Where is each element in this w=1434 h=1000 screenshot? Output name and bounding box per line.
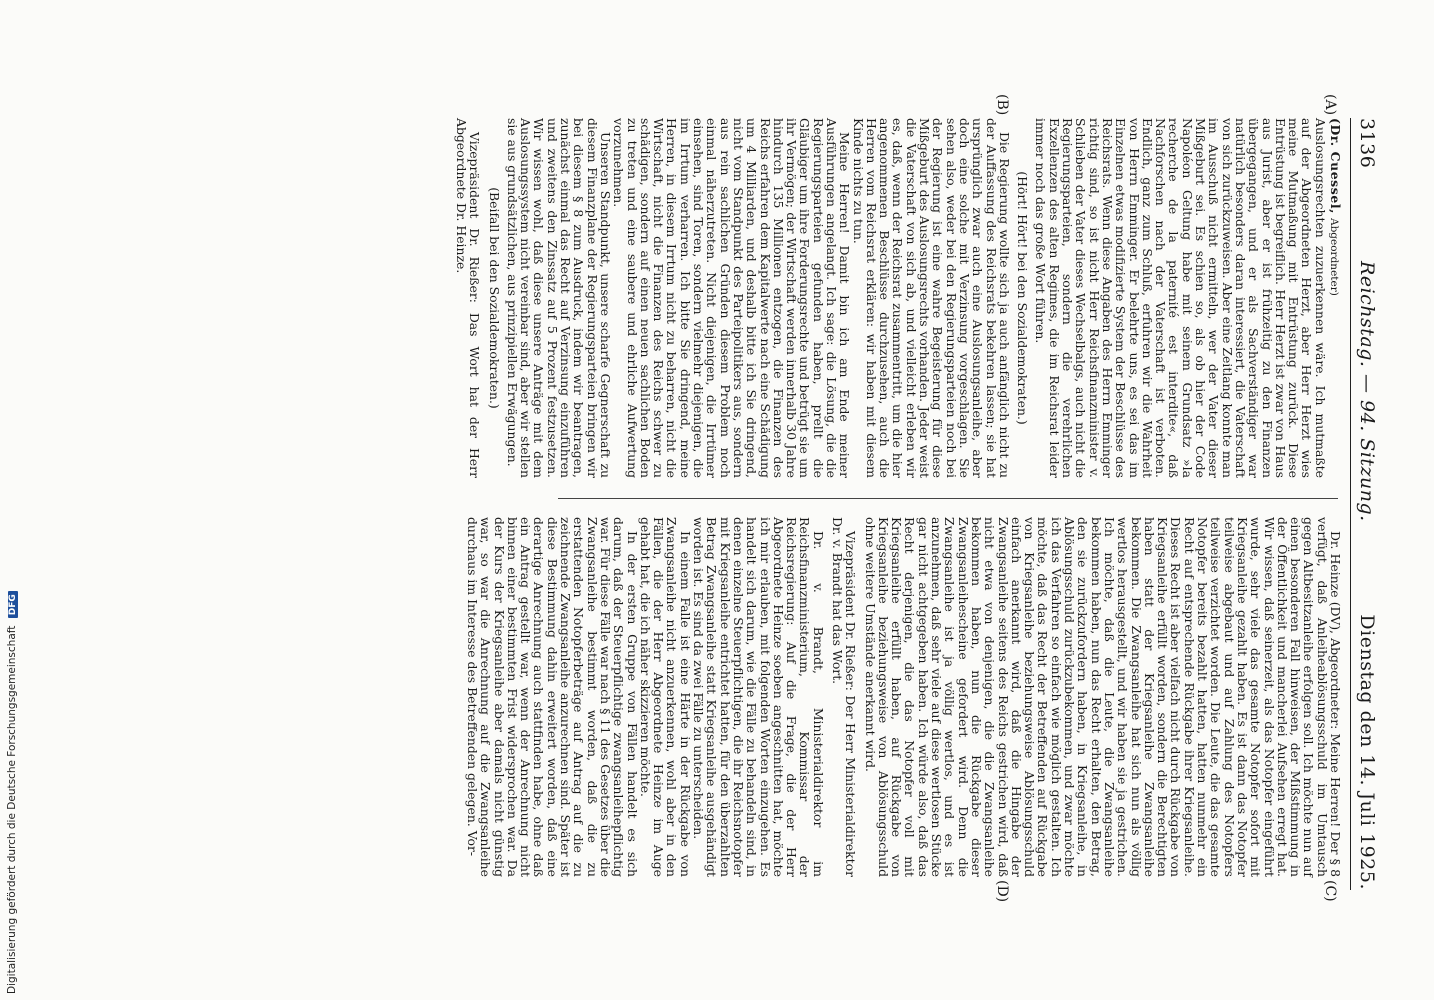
paragraph: Unseren Standpunkt, unsere scharfe Gegnerschaft zu diesem Finanzplane der Regierungsparteien bringen wir bei diesem § 8 zum Ausdruck, indem wir beantragen, zunächst einmal das Recht auf Verzinsung einzuführen und zweitens den Zinssatz auf 5 Prozent festzusetzen. Wir wissen wohl, daß diese unsere Anträge mit dem Auslosungssystem nicht vereinbar sind, aber wir stellen sie aus grundsätzlichen, aus prinzipiellen Erwägungen. [504, 118, 613, 478]
interjection: (Hört! Hört! bei den Sozialdemokraten.) [1015, 171, 1031, 425]
marker-c: (C) [1322, 880, 1338, 902]
paragraph: Vizepräsident Dr. Rießer: Der Herr Ministerialdirektor Dr. v. Brandt hat das Wort. [830, 517, 859, 877]
paragraph: Vizepräsident Dr. Rießer: Das Wort hat der Herr Abgeordnete Dr. Heinze. [454, 118, 483, 478]
header-rule [1350, 118, 1351, 890]
credit-strip [4, 0, 20, 1000]
applause: (Beifall bei den Sozialdemokraten.) [486, 187, 502, 409]
marker-b: (B) [994, 94, 1010, 116]
dfg-logo-icon: DFG [8, 591, 18, 618]
left-column [455, 118, 1342, 478]
paragraph: Dr. Heinze (DV), Abgeordneter: Meine Herren! Der § 8 verfügt, daß Anleiheablösungsschuld im Umtausch gegen Altbesitzanleihe erfolgen soll. Ich möchte nun auf einen besonderen Fall hinweisen, der Mißstimmung in der Öffentlichkeit und mancherlei Aufsehen erregt hat. Wir wissen, daß seinerzeit, als das Notopfer eingeführt wurde, sehr viele das gesamte Notopfer sofort mit Kriegsanleihe gezahlt haben. Es ist dann das Notopfer teilweise abgebaut und auf Zahlung des Notopfers teilweise verzichtet worden. Die Leute, die das gesamte Notopfer bereits bezahlt hatten, hatten nunmehr ein Recht auf entsprechende Rückgabe ihrer Kriegsanleihe. Dieses Recht ist aber vielfach nicht durch Rückgabe von Kriegsanleihe erfüllt worden, sondern die Berechtigten haben statt der Kriegsanleihe Zwangsanleihe bekommen. Die Zwangsanleihe hat sich nun als völlig wertlos herausgestellt, und wir haben sie ja gestrichen. Ich möchte, daß die Leute, die Zwangsanleihe bekommen haben, nun das Recht erhalten, den Betrag, den sie zurückzufordern haben, in Kriegsanleihe, in Ablösungsschuld zurückzubekommen, und zwar möchte ich das Verfahren so einfach wie möglich gestalten. Ich möchte, daß das Recht der Betreffenden auf Rückgabe von Kriegsanleihe beziehungsweise Ablösungsschuld einfach anerkannt wird, daß die Hingabe der Zwangsanleihe seitens des Reichs gestrichen wird, daß nicht etwa von denjenigen, die die Zwangsanleihe bekommen haben, nun die Rückgabe dieser Zwangsanleihescheine gefordert wird. Denn die Zwangsanleihe ist ja völlig wertlos, und es ist anzunehmen, daß sehr viele auf diese wertlosen Stücke gar nicht achtgegeben haben. Ich würde also, daß das Recht derjenigen, die das Notopfer voll mit Kriegsanleihe erfüllt haben, auf Rückgabe von Kriegsanleihe beziehungsweise von Ablösungsschuld ohne weitere Umstände anerkannt wird. [862, 517, 1343, 877]
credit-text: Digitalisierung gefördert durch die Deutsche Forschungsgemeinschaft [6, 625, 18, 994]
paragraph: In einem Falle ist eine Härte in der Rückgabe von Zwangsanleihe nicht anzuerkennen, wohl aber in den Fällen, die der Herr Abgeordnete Heinze im Auge gehabt hat, die ich näher skizzieren möchte. [637, 517, 693, 877]
right-column [466, 517, 1342, 877]
paragraph: Meine Herren! Damit bin ich am Ende meiner Ausführungen angelangt. Ich sage: die Lösung, die die Regierungsparteien gefunden haben, prellt die Gläubiger um ihre Forderungsrechte und betrügt sie um ihr Vermögen; der Wirtschaft werden innerhalb 30 Jahre hindurch 135 Millionen entzogen, die Finanzen des Reichs erfahren dem Kapitalwerte nach eine Schädigung um 4 Milliarden, und deshalb bitte ich Sie dringend, nicht vom Standpunkt des Parteipolitikers aus, sondern aus rein sachlichen Gründen diesem Problem noch einmal näherzutreten. Nicht diejenigen, die Irrtümer einsehen, sind Toren, sondern vielmehr diejenigen, die im Irrtum verharren. Ich bitte Sie dringend, meine Herren, in diesem Irrtum nicht zu beharren, nicht die Wirtschaft, nicht die Finanzen des Reichs schwer zu schädigen, sondern auf einen neuen sachlichen Boden zu treten und eine saubere und ehrliche Aufwertung vorzunehmen. [611, 118, 853, 478]
paragraph: Dr. v. Brandt, Ministerialdirektor im Reichsfinanzministerium, Kommissar der Reichsregierung: Auf die Frage, die der Herr Abgeordnete Heinze soeben angeschnitten hat, möchte ich mir erlauben, mit folgenden Worten einzugehen. Es handelt sich darum, wie die Fälle zu behandeln sind, in denen einzelne Steuerpflichtigen, die ihr Reichsnotopfer mit Kriegsanleihe entrichtet hatten, für den überzahlten Betrag Zwangsanleihe statt Kriegsanleihe ausgehändigt worden ist. Es sind da zwei Fälle zu unterscheiden. [691, 517, 826, 877]
marker-d: (D) [994, 880, 1010, 903]
speaker-continuation [1327, 118, 1342, 478]
running-date: Dienstag den 14. Juli 1925. [1356, 614, 1378, 890]
page-number: 3136 [1356, 118, 1378, 169]
paragraph: Die Regierung wollte sich ja auch anfänglich nicht zu der Auffassung des Reichsrats bekehren lassen; sie hat ursprünglich zwar auch eine Auslosungsanleihe, aber doch eine solche mit Verzinsung vorgeschlagen. Sie sehen also, weder bei den Regierungsparteien noch bei der Regierung ist eine wahre Begeisterung für diese Mißgeburt des Auslosungsrechts vorhanden. Jeder weist die Vaterschaft von sich ab, und vielleicht erleben wir es, daß, wenn der Reichsrat zusammentritt, um die hier angenommenen Beschlüsse durchzusehen, auch die Herren vom Reichsrat erklären: wir haben mit diesem Kinde nichts zu tun. [850, 118, 1012, 478]
running-title: Reichstag. — 94. Sitzung. [1356, 261, 1378, 522]
paragraph: In der ersten Gruppe von Fällen handelt es sich darum, daß der Steuerpflichtige zwangsanleihepflichtig war. Für diese Fälle war nach § 11 des Gesetzes über die Zwangsanleihe bestimmt worden, daß die zu erstattenden Notopferbeträge auf Antrag auf die zu zeichnende Zwangsanleihe anzurechnen sind. Später ist diese Bestimmung dahin erweitert worden, daß eine derartige Anrechnung auch stattfinden habe, ohne daß ein Antrag gestellt war, wenn der Anrechnung nicht binnen einer bestimmten Frist widersprochen war. Da der Kurs der Kriegsanleihe aber damals nicht günstig war, so war die Anrechnung auf die Zwangsanleihe durchaus im Interesse des Betreffenden gelegen. Vor- [465, 517, 640, 877]
running-head [1356, 118, 1382, 890]
marker-a: (A) [1322, 94, 1338, 116]
speaker-name: (Dr. Cuessel, [1328, 118, 1343, 215]
digitization-credit [6, 591, 18, 994]
speaker-role: Abgeordneter) [1328, 218, 1340, 296]
column-divider [558, 498, 1338, 499]
paragraph: Auslosungsrechten zuzuerkennen wäre. Ich mutmaßte auf der Abgeordneten Herzt, aber Herr Herzt wies meine Mutmaßung mit Entrüstung zurück. Diese Entrüstung ist begreiflich. Herr Herzt ist zwar von Haus aus Jurist, aber er ist frühzeitig zu den Finanzen übergegangen, und er als Sachverständiger war natürlich besonders daran interessiert, die Vaterschaft von sich zurückzuweisen. Aber eine Zeitlang konnte man im Ausschuß nicht ermitteln, wer der Vater dieser Mißgeburt sei. Es schien so, als ob hier der Code Napoléon Geltung habe mit seinem Grundsatz »la recherche de la paternité est interdite«, daß Nachforschen nach der Vaterschaft ist verboten. Endlich, ganz zum Schluß, erfuhren wir die Wahrheit von Herrn Emminger. Er belehrte uns, es sei das im Einzelnen etwas modifizierte System der Beschlüsse des Reichsrats. Wenn diese Angaben des Herrn Emminger richtig sind, so ist nicht Herr Reichsfinanzminister v. Schlieben der Vater dieses Wechselbalgs, auch nicht die Regierungsparteien, sondern die verehrlichen Exzellenzen des alten Regimes, die im Reichsrat leider immer noch das große Wort führen. [1033, 118, 1328, 478]
